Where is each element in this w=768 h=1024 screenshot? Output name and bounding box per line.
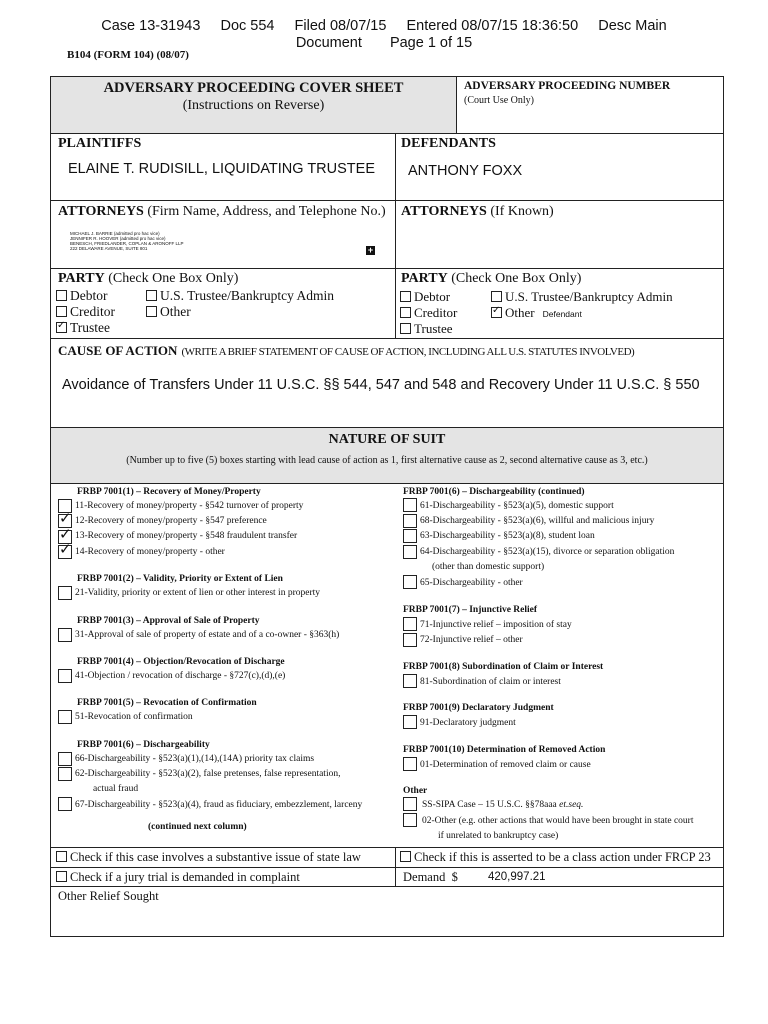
page-indicator: Page 1 of 15 (389, 35, 473, 51)
suit-66: 66-Dischargeability - §523(a)(1),(14),(14A) priority tax claims (75, 754, 315, 764)
checkbox-icon[interactable] (403, 514, 417, 528)
section-7001-1: FRBP 7001(1) – Recovery of Money/Property (77, 487, 261, 497)
checkbox-icon[interactable] (400, 323, 411, 334)
doc-number: Doc 554 (220, 18, 275, 34)
attorneys-note: (Firm Name, Address, and Telephone No.) (147, 204, 386, 219)
checkbox-icon[interactable] (491, 291, 502, 302)
defendants-label: DEFENDANTS (401, 136, 496, 151)
suit-72: 72-Injunctive relief – other (420, 635, 523, 645)
suit-91: 91-Declaratory judgment (420, 718, 516, 728)
checkbox-icon[interactable] (56, 851, 67, 862)
state-law-check[interactable]: Check if this case involves a substantive issue of state law (56, 850, 361, 865)
suit-01: 01-Determination of removed claim or cause (420, 760, 591, 770)
party-left-ust[interactable]: U.S. Trustee/Bankruptcy Admin (146, 288, 334, 304)
checkbox-checked-icon[interactable] (58, 514, 72, 528)
form-border-right (723, 76, 724, 937)
party-right-trustee[interactable]: Trustee (400, 321, 453, 337)
continued-note: (continued next column) (148, 822, 247, 832)
other-relief-label: Other Relief Sought (58, 889, 159, 903)
case-number: Case 13-31943 (101, 18, 201, 34)
party-right-debtor[interactable]: Debtor (400, 289, 450, 305)
attorneys-left-value[interactable] (70, 231, 184, 251)
checkbox-checked-icon[interactable] (491, 307, 502, 318)
suit-51: 51-Revocation of confirmation (75, 712, 193, 722)
demand-label: Demand $ (403, 870, 458, 884)
party-right-other[interactable]: ✓ Other Defendant (491, 305, 582, 321)
suit-65: 65-Dischargeability - other (420, 578, 523, 588)
checkbox-icon[interactable] (403, 813, 417, 827)
checkbox-icon[interactable] (58, 767, 72, 781)
section-7001-5: FRBP 7001(5) – Revocation of Confirmation (77, 698, 257, 708)
checkbox-icon[interactable] (400, 851, 411, 862)
divider (395, 133, 396, 338)
suit-62: 62-Dischargeability - §523(a)(2), false pretenses, false representation, (75, 769, 341, 779)
party-left-label: PARTY (Check One Box Only) (58, 271, 239, 286)
suit-ss: SS-SIPA Case – 15 U.S.C. §§78aaa et.seq. (422, 800, 584, 810)
party-right-label: PARTY (Check One Box Only) (401, 271, 582, 286)
jury-trial-check[interactable]: Check if a jury trial is demanded in complaint (56, 870, 300, 885)
checkbox-icon[interactable] (58, 752, 72, 766)
party-left-other[interactable]: Other (146, 304, 191, 320)
party-left-trustee[interactable]: ✓Trustee (56, 320, 110, 336)
form-border-bottom (50, 936, 724, 937)
checkbox-icon[interactable] (403, 797, 417, 811)
divider (456, 76, 457, 133)
suit-64: 64-Dischargeability - §523(a)(15), divorce or separation obligation (420, 547, 675, 557)
form-id: B104 (FORM 104) (08/07) (67, 49, 189, 61)
attorneys-label: ATTORNEYS (58, 204, 144, 219)
section-7001-3: FRBP 7001(3) – Approval of Sale of Property (77, 616, 260, 626)
attorneys-right-label (401, 204, 554, 220)
checkbox-icon[interactable] (58, 628, 72, 642)
divider (50, 886, 724, 887)
divider (50, 338, 724, 339)
checkbox-icon[interactable] (403, 617, 417, 631)
nature-title: NATURE OF SUIT (328, 432, 446, 447)
section-other: Other (403, 786, 428, 796)
suit-64-cont: (other than domestic support) (432, 562, 545, 572)
suit-14: 14-Recovery of money/property - other (75, 547, 225, 557)
checkbox-checked-icon[interactable] (58, 545, 72, 559)
other-relief-field[interactable] (51, 905, 723, 935)
checkbox-icon[interactable] (58, 669, 72, 683)
attorney-line: 222 DELAWARE AVENUE, SUITE 801 (70, 246, 148, 251)
cause-header (58, 342, 634, 360)
section-7001-7: FRBP 7001(7) – Injunctive Relief (403, 605, 538, 615)
suit-71: 71-Injunctive relief – imposition of stay (420, 620, 572, 630)
suit-81: 81-Subordination of claim or interest (420, 677, 561, 687)
checkbox-icon[interactable] (146, 306, 157, 317)
checkbox-icon[interactable] (56, 290, 67, 301)
form-subtitle: (Instructions on Reverse) (182, 98, 325, 113)
suit-12: 12-Recovery of money/property - §547 preference (75, 516, 267, 526)
attorneys-label: ATTORNEYS (401, 204, 487, 219)
checkbox-icon[interactable] (403, 498, 417, 512)
attorneys-left-label (58, 204, 386, 220)
entered-date: Entered 08/07/15 18:36:50 (406, 18, 579, 34)
checkbox-icon[interactable] (146, 290, 157, 301)
section-7001-6: FRBP 7001(6) – Dischargeability (77, 740, 210, 750)
suit-62-cont: actual fraud (93, 784, 139, 794)
case-header (0, 18, 768, 34)
party-left-debtor[interactable]: Debtor (56, 288, 108, 304)
attorney-line: MICHAEL J. BARRIE (admitted pro hac vice) (70, 231, 160, 236)
suit-02: 02-Other (e.g. other actions that would have been brought in state court (422, 816, 694, 826)
cause-text[interactable]: Avoidance of Transfers Under 11 U.S.C. §§ 544, 547 and 548 and Recovery Under 11 U.S.C. § 550 (62, 377, 700, 393)
checkbox-checked-icon[interactable] (56, 322, 67, 333)
checkbox-icon[interactable] (58, 797, 72, 811)
attorney-line: BENESCH, FRIEDLANDER, COPLAN & ARONOFF LLP (70, 241, 184, 246)
divider (50, 268, 724, 269)
checkbox-icon[interactable] (403, 674, 417, 688)
desc-label: Desc Main (598, 18, 667, 34)
party-right-ust[interactable]: U.S. Trustee/Bankruptcy Admin (491, 289, 673, 305)
court-use-only: (Court Use Only) (464, 95, 534, 106)
suit-67: 67-Dischargeability - §523(a)(4), fraud as fiduciary, embezzlement, larceny (75, 800, 363, 810)
suit-21: 21-Validity, priority or extent of lien or other interest in property (75, 588, 321, 598)
document-label: Document (295, 35, 362, 51)
suit-63: 63-Dischargeability - §523(a)(8), student loan (420, 531, 595, 541)
section-7001-2: FRBP 7001(2) – Validity, Priority or Extent of Lien (77, 574, 283, 584)
checkbox-icon[interactable] (56, 306, 67, 317)
suit-11: 11-Recovery of money/property - §542 turnover of property (75, 501, 304, 511)
section-7001-8: FRBP 7001(8) Subordination of Claim or Interest (403, 662, 604, 672)
suit-02-cont: if unrelated to bankruptcy case) (438, 831, 559, 841)
party-right-creditor[interactable]: Creditor (400, 305, 457, 321)
suit-13: 13-Recovery of money/property - §548 fraudulent transfer (75, 531, 298, 541)
filed-date: Filed 08/07/15 (294, 18, 387, 34)
section-7001-6-cont: FRBP 7001(6) – Dischargeability (continued) (403, 487, 585, 497)
defendants-value[interactable]: ANTHONY FOXX (408, 163, 523, 179)
nature-instructions: (Number up to five (5) boxes starting with lead cause of action as 1, first alternative cause as 2, second alternative cause as 3, etc.) (126, 455, 648, 466)
checkbox-icon[interactable] (400, 307, 411, 318)
checkbox-icon[interactable] (403, 633, 417, 647)
form-border-top (50, 76, 724, 77)
form-border-left (50, 76, 51, 937)
section-7001-4: FRBP 7001(4) – Objection/Revocation of Discharge (77, 657, 285, 667)
suit-31: 31-Approval of sale of property of estate and of a co-owner - §363(h) (75, 630, 340, 640)
proceeding-number-label: ADVERSARY PROCEEDING NUMBER (464, 80, 671, 92)
divider (50, 867, 724, 868)
attorneys-note: (If Known) (490, 204, 554, 219)
divider (50, 200, 724, 201)
suit-68: 68-Dischargeability - §523(a)(6), willful and malicious injury (420, 516, 655, 526)
party-right-other-text[interactable]: Defendant (542, 309, 582, 319)
checkbox-icon[interactable] (403, 529, 417, 543)
divider (50, 847, 724, 848)
checkbox-icon[interactable] (400, 291, 411, 302)
demand-value[interactable]: 420,997.21 (488, 871, 546, 883)
plaintiffs-label: PLAINTIFFS (58, 136, 142, 151)
checkbox-icon[interactable] (403, 757, 417, 771)
divider (50, 427, 724, 428)
section-7001-9: FRBP 7001(9) Declaratory Judgment (403, 703, 554, 713)
checkbox-icon[interactable] (58, 710, 72, 724)
section-7001-10: FRBP 7001(10) Determination of Removed Action (403, 745, 606, 755)
cause-note: (WRITE A BRIEF STATEMENT OF CAUSE OF ACTION, INCLUDING ALL U.S. STATUTES INVOLVED) (181, 346, 635, 358)
class-action-check[interactable]: Check if this is asserted to be a class action under FRCP 23 (400, 850, 711, 865)
divider (50, 483, 724, 484)
checkbox-icon[interactable] (403, 575, 417, 589)
checkbox-icon[interactable] (56, 871, 67, 882)
checkbox-icon[interactable] (403, 715, 417, 729)
suit-41: 41-Objection / revocation of discharge - §727(c),(d),(e) (75, 671, 286, 681)
suit-61: 61-Dischargeability - §523(a)(5), domestic support (420, 501, 614, 511)
cause-label: CAUSE OF ACTION (58, 343, 178, 358)
divider (50, 133, 724, 134)
checkbox-icon[interactable] (403, 545, 417, 559)
attorney-line: JENNIFER R. HOOVER (admitted pro hac vice) (70, 236, 166, 241)
checkbox-icon[interactable] (58, 586, 72, 600)
form-title: ADVERSARY PROCEEDING COVER SHEET (103, 80, 404, 96)
expand-field-button[interactable]: + (367, 245, 374, 255)
party-left-creditor[interactable]: Creditor (56, 304, 115, 320)
plaintiffs-value[interactable]: ELAINE T. RUDISILL, LIQUIDATING TRUSTEE (68, 161, 375, 177)
